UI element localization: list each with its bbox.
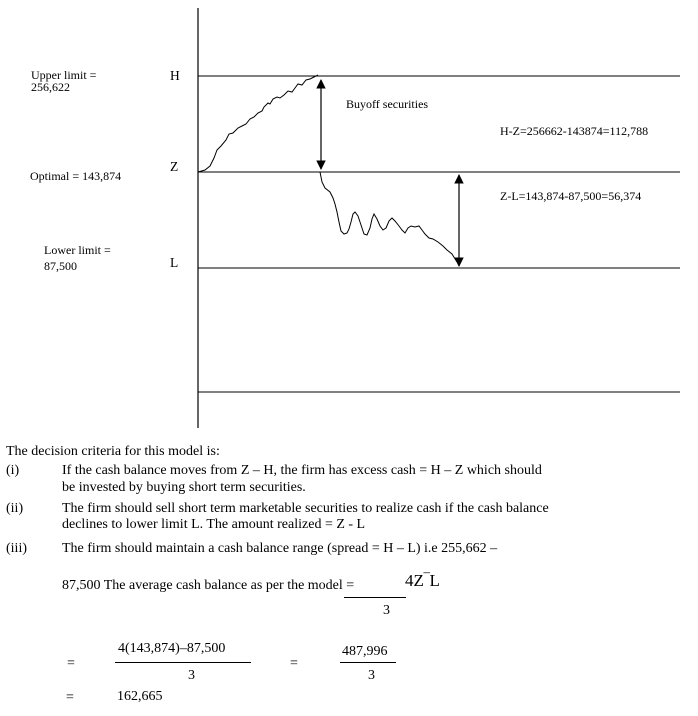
equals-sign-1: = (67, 656, 75, 671)
item-marker-1: (i) (6, 463, 20, 478)
lower-limit-value: 87,500 (44, 259, 77, 273)
item-3-line-2: 87,500 The average cash balance as per the model = (62, 578, 355, 593)
equals-sign-3: = (66, 690, 74, 705)
result-value: 162,665 (117, 689, 163, 704)
fraction-1-denominator: 3 (188, 668, 195, 683)
h-label: H (170, 68, 180, 83)
formula-numerator: 4Z‾L (405, 571, 440, 590)
fraction-2-bar (340, 662, 396, 663)
item-1-line-2: be invested by buying short term securities. (62, 480, 306, 495)
formula-denominator: 3 (383, 603, 390, 618)
cash-balance-fall-curve (320, 172, 457, 262)
upper-limit-label: Upper limit = (31, 68, 97, 82)
lower-limit-label: Lower limit = (44, 243, 111, 257)
fraction-1-numerator: 4(143,874)–87,500 (118, 641, 226, 656)
optimal-label: Optimal = 143,874 (30, 169, 122, 183)
item-marker-3: (iii) (6, 541, 27, 556)
buyoff-securities-label: Buyoff securities (346, 97, 429, 111)
item-marker-2: (ii) (6, 501, 24, 516)
fraction-2-denominator: 3 (368, 668, 375, 683)
formula-fraction-bar (344, 597, 406, 598)
item-2-line-1: The firm should sell short term marketable securities to realize cash if the cash balance (62, 501, 549, 516)
intro-text: The decision criteria for this model is: (6, 444, 220, 459)
z-label: Z (170, 159, 179, 174)
item-2-line-2: declines to lower limit L. The amount realized = Z - L (62, 517, 366, 532)
h-z-calculation: H-Z=256662-143874=112,788 (500, 124, 649, 138)
cash-balance-rise-curve (198, 75, 318, 172)
fraction-2-numerator: 487,996 (342, 644, 388, 659)
fraction-1-bar (115, 662, 251, 663)
z-l-calculation: Z-L=143,874-87,500=56,374 (500, 189, 642, 203)
item-3-line-1: The firm should maintain a cash balance range (spread = H – L) i.e 255,662 – (62, 541, 498, 556)
l-label: L (170, 255, 179, 270)
upper-limit-value: 256,622 (31, 80, 70, 94)
equals-sign-2: = (290, 656, 298, 671)
item-1-line-1: If the cash balance moves from Z – H, the firm has excess cash = H – Z which should (62, 463, 542, 478)
